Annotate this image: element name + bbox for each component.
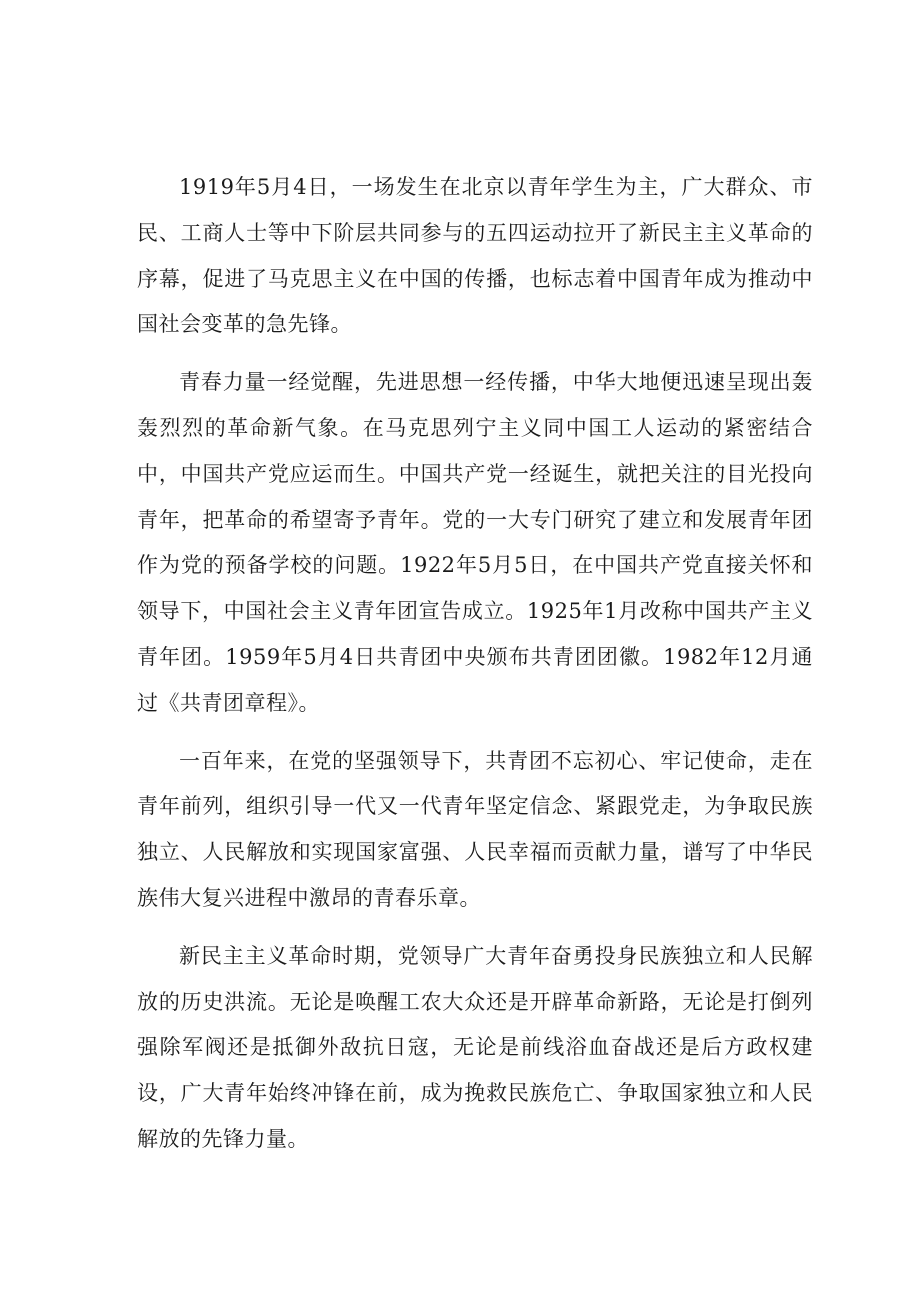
- paragraph-youth-league-founding: 青春力量一经觉醒，先进思想一经传播，中华大地便迅速呈现出轰轰烈烈的革命新气象。在马克思列宁主义同中国工人运动的紧密结合中，中国共产党应运而生。中国共产党一经诞生，就把关注的目光投向青年，把革命的希望寄予青年。党的一大专门研究了建立和发展青年团作为党的预备学校的问题。1922年5月5日，在中国共产党直接关怀和领导下，中国社会主义青年团宣告成立。1925年1月改称中国共产主义青年团。1959年5月4日共青团中央颁布共青团团徽。1982年12月通过《共青团章程》。: [137, 370, 813, 715]
- paragraph-may-fourth: 1919年5月4日，一场发生在北京以青年学生为主，广大群众、市民、工商人士等中下阶层共同参与的五四运动拉开了新民主主义革命的序幕，促进了马克思主义在中国的传播，也标志着中国青年成为推动中国社会变革的急先锋。: [137, 175, 813, 337]
- paragraph-new-democratic-revolution: 新民主主义革命时期，党领导广大青年奋勇投身民族独立和人民解放的历史洪流。无论是唤醒工农大众还是开辟革命新路，无论是打倒列强除军阀还是抵御外敌抗日寇，无论是前线浴血奋战还是后方政权建设，广大青年始终冲锋在前，成为挽救民族危亡、争取国家独立和人民解放的先锋力量。: [137, 943, 813, 1151]
- document-body: [137, 165, 813, 1175]
- paragraph-century-review: 一百年来，在党的坚强领导下，共青团不忘初心、牢记使命，走在青年前列，组织引导一代又一代青年坚定信念、紧跟党走，为争取民族独立、人民解放和实现国家富强、人民幸福而贡献力量，谱写了中华民族伟大复兴进程中激昂的青春乐章。: [137, 748, 813, 910]
